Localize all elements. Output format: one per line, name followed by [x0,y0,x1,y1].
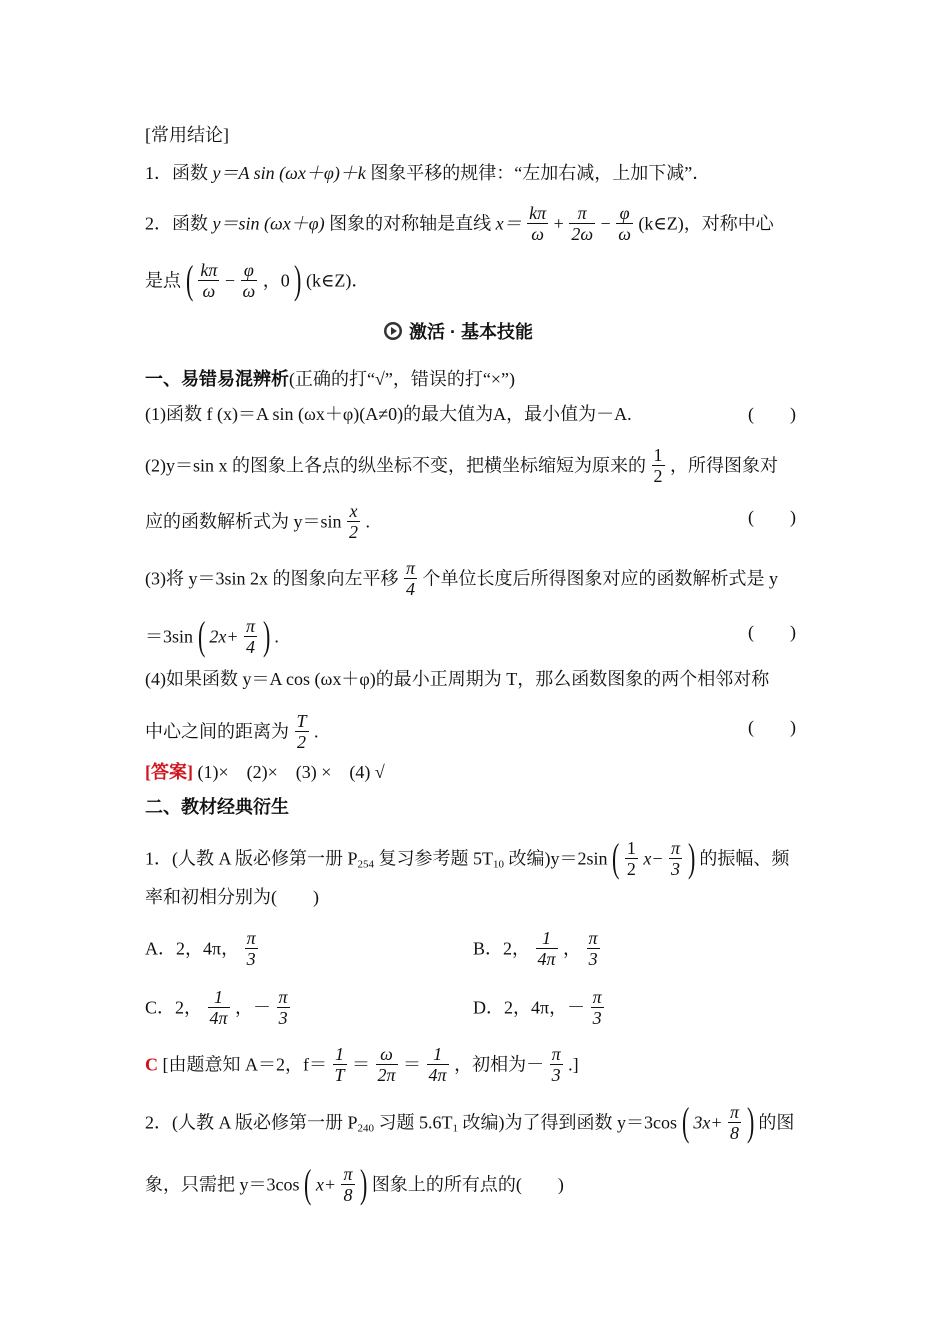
play-circle-icon [383,321,403,341]
part2-title: 二、教材经典衍生 [145,797,289,817]
domain: (k∈Z)，对称中心 [638,213,774,234]
den: 3 [278,1008,288,1028]
problem-1-cont: 率和初相分别为( ) [145,887,319,907]
answer-blank: ( ) [748,622,796,642]
text: 是点 [145,270,181,291]
text: x− [643,848,664,869]
conclusion-1 [145,161,710,185]
text: . [314,721,319,742]
num: 1 [208,987,230,1008]
num: π [592,987,602,1007]
text: 的图 [758,1112,795,1133]
part1-note: (正确的打“√”，错误的打“×”) [289,369,515,389]
den: 2ω [571,224,594,244]
part1-title: 一、易错易混辨析 [145,369,289,389]
num: T [296,711,307,731]
text: 图象的对称轴是直线 [329,213,492,234]
solution-key: C [145,1054,158,1075]
text: 2x+ [209,626,239,647]
text: .] [568,1054,579,1075]
text: ，－ [235,997,272,1018]
fraction [244,616,257,657]
text: 图象上的所有点的( ) [371,1174,564,1195]
den: 4 [406,579,416,599]
question-4-cont [145,713,319,754]
subscript: 254 [357,858,375,871]
fraction [341,1164,354,1205]
subscript: 10 [493,858,505,871]
subscript: 240 [357,1122,375,1135]
den: 3 [588,949,598,969]
fraction [295,711,309,752]
right-paren: ) [262,612,270,658]
den: T [334,1065,345,1085]
fraction [616,203,633,244]
den: ω [202,281,216,301]
question-2 [145,447,778,488]
fraction [277,987,290,1028]
den: 8 [730,1123,739,1143]
fraction [208,987,230,1028]
num: 1 [427,1044,449,1065]
fraction [198,260,219,301]
option-a [145,930,259,971]
domain: (k∈Z)． [306,270,370,291]
text: 的振幅、频 [699,848,790,869]
num: kπ [200,260,218,280]
text: . [365,511,371,532]
num: π [551,1044,561,1064]
fraction [241,260,258,301]
den: 2 [349,522,359,542]
fraction [404,558,417,599]
text: 复习参考题 5T [374,848,494,869]
right-paren: ) [687,834,695,880]
fraction [347,501,360,542]
conclusions-title: [常用结论] [145,125,229,145]
text: 改编)y＝2sin [504,848,608,869]
text: (3)将 y＝3sin 2x 的图象向左平移 [145,568,399,589]
num: φ [241,260,258,281]
num: π [729,1102,740,1122]
text: ＝3sin [145,626,194,647]
text: 图象平移的规律：“左加右减，上加下减”． [370,163,711,183]
den: 4π [537,949,556,969]
question-4: (4)如果函数 y＝A cos (ωx＋φ)的最小正周期为 T，那么函数图象的两个相邻对称 [145,669,770,689]
den: 2π [377,1065,396,1085]
problem-2-cont [145,1160,564,1207]
den: 8 [343,1185,353,1205]
fraction [333,1044,347,1085]
num: π [588,928,598,948]
question-3 [145,560,778,601]
answer-text: (1)× (2)× (3) × (4) √ [197,762,385,782]
fraction [587,928,600,969]
num: π [343,1164,353,1184]
right-paren: ) [359,1160,368,1206]
text: ＝ [352,1054,371,1075]
text: C．2， [145,997,203,1018]
den: 4 [246,637,255,657]
den: 4π [428,1065,447,1085]
left-paren: ( [185,256,193,302]
conclusion-2 [145,205,774,246]
formula: y＝sin (ωx＋φ) [212,213,325,234]
answer-label: [答案] [145,762,193,782]
text: 改编)为了得到函数 y＝3cos [458,1112,678,1133]
text: [由题意知 A＝2，f＝ [162,1054,327,1075]
num: kπ [529,203,547,223]
num: 1 [653,445,663,465]
den: 4π [209,1008,228,1028]
num: x [347,501,360,522]
text: 3x+ [693,1112,723,1133]
subscript: 1 [452,1122,459,1135]
fraction [550,1044,563,1085]
answer-blank: ( ) [748,507,796,527]
num: ω [376,1044,398,1065]
num: π [245,616,256,636]
text: ＝ [403,1054,422,1075]
text: x+ [315,1174,336,1195]
num: φ [616,203,633,224]
problem-1 [145,834,790,881]
text: 象，只需把 y＝3cos [145,1174,300,1195]
text: 个单位长度后所得图象对应的函数解析式是 y [422,568,779,589]
answer-line [145,760,385,784]
option-d [473,989,605,1030]
answer-blank: ( ) [748,717,796,737]
question-3-cont [145,612,279,659]
num: π [278,987,288,1007]
num: π [670,838,681,858]
num: π [406,558,416,578]
fraction [427,1044,449,1085]
op: + [553,213,564,234]
text: ，0 [262,270,290,291]
fraction [652,445,665,486]
text: ，初相为－ [454,1054,545,1075]
left-paren: ( [612,834,620,880]
text: D．2，4π，－ [473,997,586,1018]
text: 习题 5.6T [374,1112,453,1133]
den: 2 [653,466,663,486]
text: A．2，4π， [145,938,240,959]
fraction [376,1044,398,1085]
fraction [669,838,682,879]
x-eq: x＝ [495,213,522,234]
label: 1．函数 [145,163,208,183]
right-paren: ) [294,256,302,302]
op: − [600,213,611,234]
fraction [245,928,258,969]
text: (2)y＝sin x 的图象上各点的纵坐标不变，把横坐标缩短为原来的 [145,455,646,476]
den: ω [531,224,544,244]
den: 3 [551,1065,561,1085]
option-c [145,989,291,1030]
op: − [224,270,235,291]
fraction [728,1102,741,1143]
text: 应的函数解析式为 y＝sin [145,511,342,532]
den: 2 [297,732,306,752]
num: 1 [626,838,636,858]
left-paren: ( [303,1160,312,1206]
question-2-cont [145,503,370,544]
label: 2．函数 [145,213,208,234]
text: 中心之间的距离为 [145,721,289,742]
num: 1 [536,928,558,949]
fraction [536,928,558,969]
num: π [569,203,595,224]
fraction [569,203,595,244]
conclusion-2-cont [145,256,370,303]
left-paren: ( [681,1098,689,1144]
den: ω [242,281,256,301]
section-heading-text: 激活 · 基本技能 [409,322,533,342]
text: 2．(人教 A 版必修第一册 P [145,1112,358,1133]
fraction [527,203,548,244]
question-1: (1)函数 f (x)＝A sin (ωx＋φ)(A≠0)的最大值为A，最小值为－A. [145,404,632,424]
section-heading [383,318,533,344]
solution-1 [145,1046,579,1087]
den: ω [618,224,631,244]
fraction [625,838,638,879]
den: 2 [626,859,636,879]
den: 3 [671,859,680,879]
text: ，所得图象对 [670,455,778,476]
den: 3 [246,949,256,969]
text: B．2， [473,938,531,959]
left-paren: ( [197,612,205,658]
den: 3 [592,1008,602,1028]
text: 1．(人教 A 版必修第一册 P [145,848,358,869]
right-paren: ) [746,1098,754,1144]
num: 1 [333,1044,347,1065]
part1-title-line [145,367,515,391]
formula: y＝A sin (ωx＋φ)＋k [212,163,366,183]
answer-blank: ( ) [748,404,796,424]
text: . [274,626,279,647]
fraction [591,987,604,1028]
problem-2 [145,1098,795,1145]
num: π [246,928,256,948]
text: ， [563,938,582,959]
option-b [473,930,601,971]
